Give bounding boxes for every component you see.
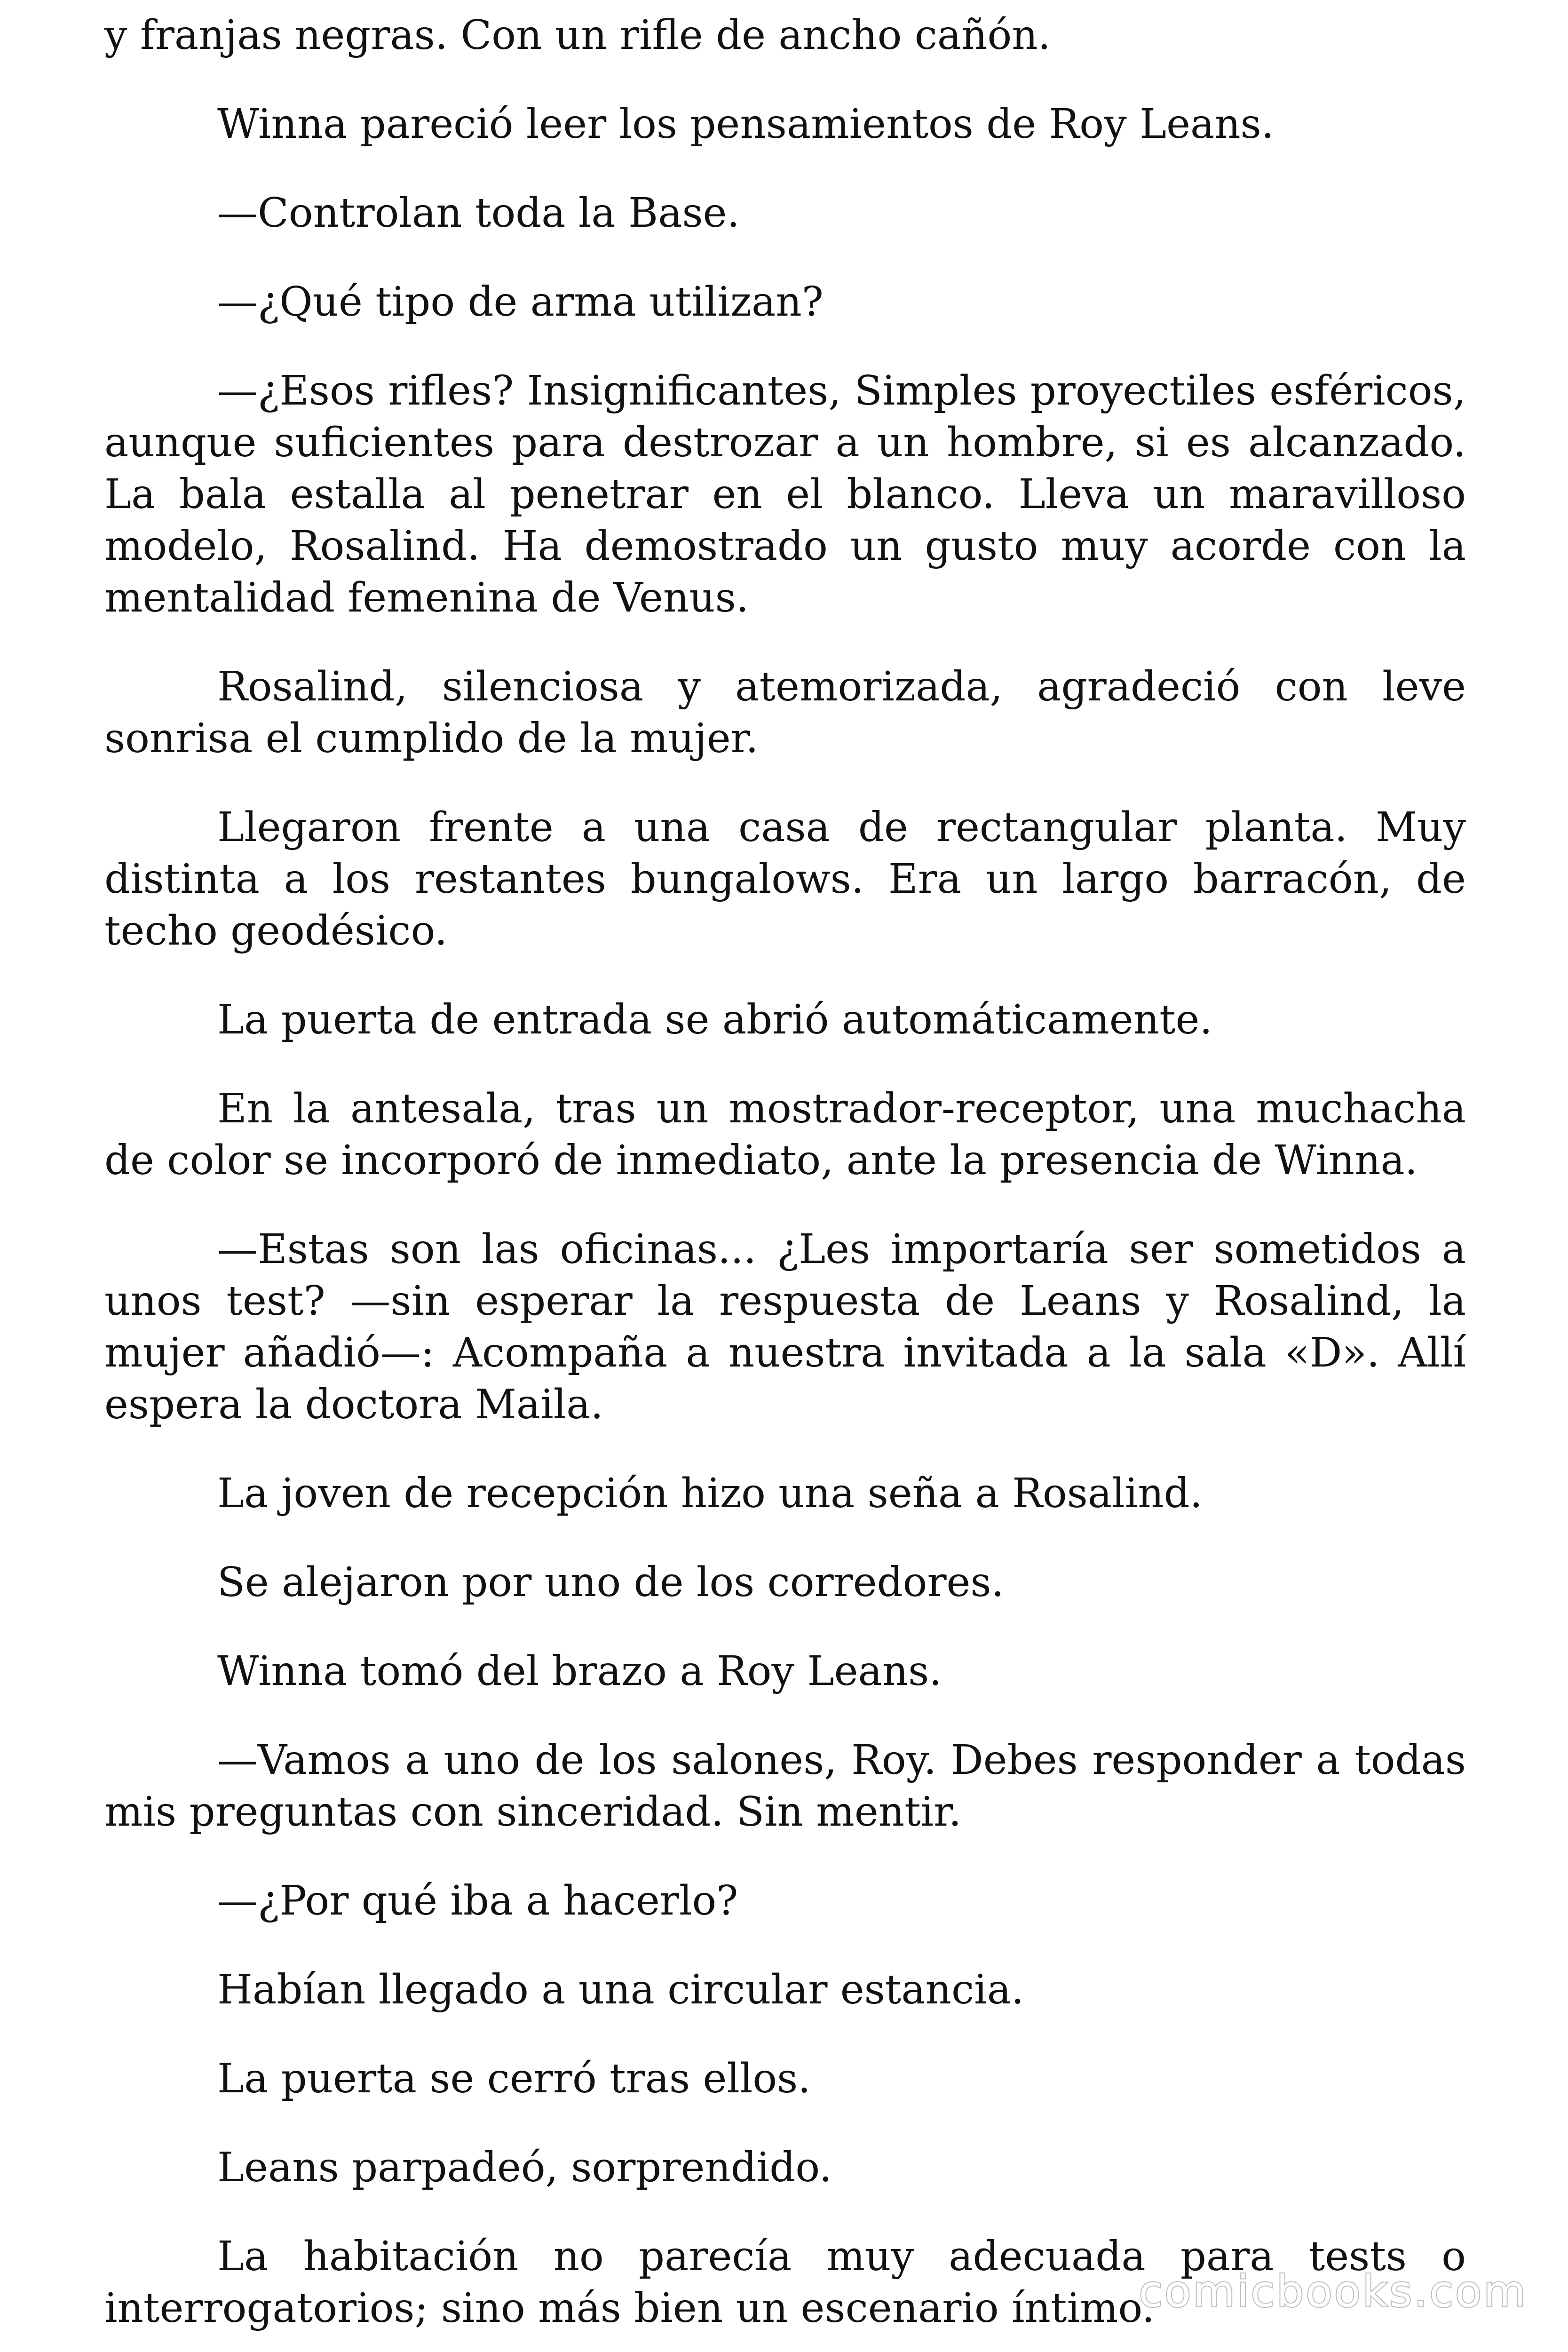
paragraph-9: En la antesala, tras un mostrador-receptor, una muchacha de color se incorporó de inmediato, ante la presencia de Winna. <box>104 1085 1466 1184</box>
paragraph-8: La puerta de entrada se abrió automáticamente. <box>217 996 1212 1043</box>
paragraph-10: —Estas son las oficinas... ¿Les importaría ser sometidos a unos test? —sin esperar la respuesta de Leans y Rosalind, la mujer añadió—: Acompaña a nuestra invitada a la sala «D». Allí espera la doctora Maila. <box>104 1226 1466 1428</box>
paragraph-6: Rosalind, silenciosa y atemorizada, agradeció con leve sonrisa el cumplido de la mujer. <box>104 663 1466 762</box>
paragraph-19: La habitación no parecía muy adecuada para tests o interrogatorios; sino más bien un escenario íntimo. <box>104 2233 1466 2332</box>
paragraph-5: —¿Esos rifles? Insignificantes, Simples proyectiles esféricos, aunque suficientes para destrozar a un hombre, si es alcanzado. La bala estalla al penetrar en el blanco. Lleva un maravilloso modelo, Rosalind. Ha demostrado un gusto muy acorde con la mentalidad femenina de Venus. <box>104 367 1466 621</box>
paragraph-14: —Vamos a uno de los salones, Roy. Debes responder a todas mis preguntas con sinceridad. Sin mentir. <box>104 1737 1466 1836</box>
paragraph-4: —¿Qué tipo de arma utilizan? <box>217 278 824 326</box>
paragraph-1: y franjas negras. Con un rifle de ancho cañón. <box>104 12 1051 59</box>
paragraph-18: Leans parpadeó, sorprendido. <box>217 2144 832 2191</box>
paragraph-11: La joven de recepción hizo una seña a Rosalind. <box>217 1470 1203 1517</box>
watermark: comicbooks.com <box>1139 2266 1528 2317</box>
paragraph-7: Llegaron frente a una casa de rectangular planta. Muy distinta a los restantes bungalows. Era un largo barracón, de techo geodésico. <box>104 804 1466 954</box>
paragraph-13: Winna tomó del brazo a Roy Leans. <box>217 1648 942 1695</box>
paragraph-15: —¿Por qué iba a hacerlo? <box>217 1877 738 1924</box>
paragraph-2: Winna pareció leer los pensamientos de Roy Leans. <box>217 101 1275 148</box>
paragraph-12: Se alejaron por uno de los corredores. <box>217 1559 1004 1606</box>
paragraph-16: Habían llegado a una circular estancia. <box>217 1966 1024 2013</box>
paragraph-17: La puerta se cerró tras ellos. <box>217 2055 811 2102</box>
body-text <box>104 9 1466 2334</box>
paragraph-3: —Controlan toda la Base. <box>217 190 740 237</box>
